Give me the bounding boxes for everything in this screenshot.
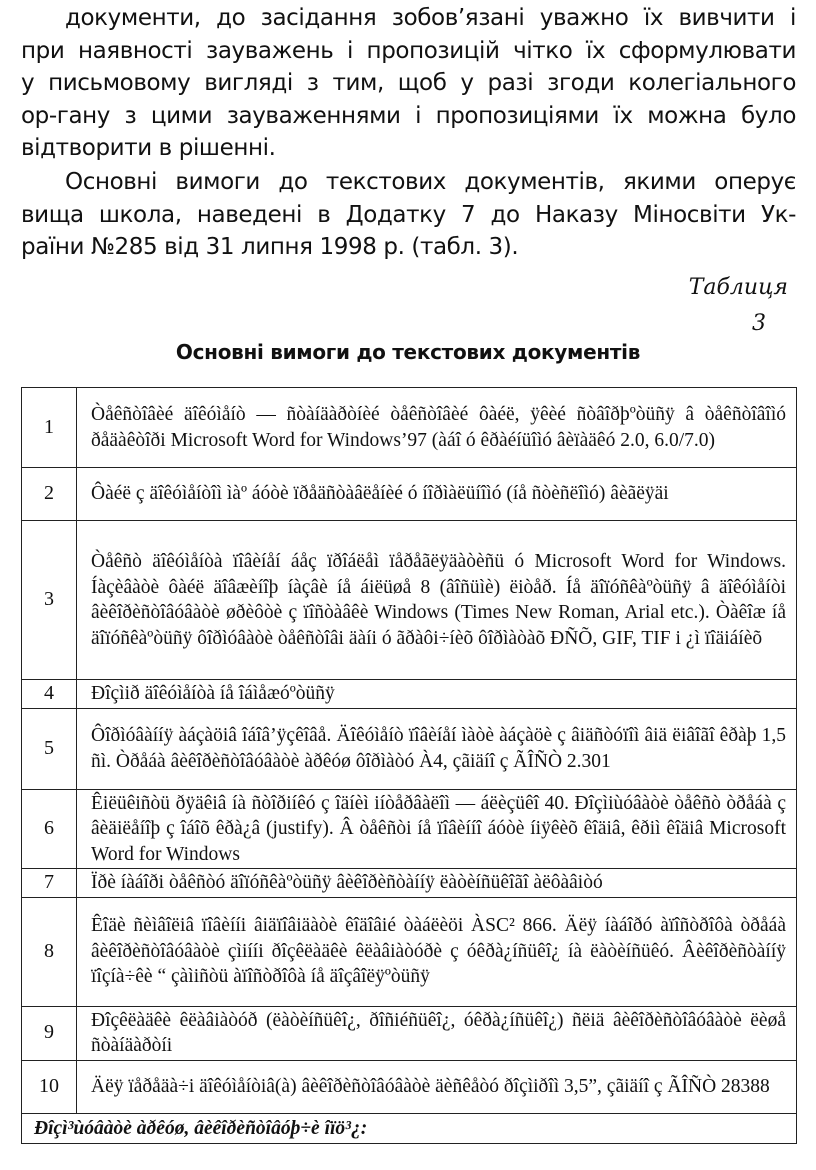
- row-text: Ôàéë ç äîêóìåíòîì ìàº áóòè ïðåäñòàâëåíèé ó íîðìàëüíîìó (íå ñòèñëîìó) âèãëÿäi: [77, 468, 797, 521]
- row-text: Äëÿ ïåðåäà÷i äîêóìåíòiâ(à) âèêîðèñòîâóâàòè äèñêåòó ðîçìiðîì 3,5”, çãiäíî ç ÃÎÑÒ 28388: [77, 1060, 797, 1113]
- paragraph-2: [21, 166, 796, 264]
- row-text: Ðîçêëàäêè êëàâiàòóð (ëàòèíñüêî¿, ðîñiéñüêî¿, óêðà¿íñüêî¿) ñëiä âèêîðèñòîâóâàòè ëèøå ñòàíäàðòíi: [77, 1006, 797, 1060]
- row-number: 9: [22, 1006, 77, 1060]
- table-row: [22, 1006, 797, 1060]
- text-line: у письмовому вигляді з тим, щоб у разі згоди колегіального: [21, 70, 796, 96]
- text-line: ор-гану з цими зауваженнями і пропозиціями їх можна було: [21, 102, 796, 129]
- row-number: 7: [22, 869, 77, 898]
- row-number: 1: [22, 388, 77, 468]
- table-caption-label: Таблиця: [688, 275, 788, 300]
- row-text: Òåêñò äîêóìåíòà ïîâèíåí áåç ïðîáëåì ïåðåãëÿäàòèñü ó Microsoft Word for Windows. Íàçèâàòè ôàéë äîâæèíîþ íàçâè íå áiëüøå 8 (âîñüìè) ëiòåð. Íå äîïóñêàºòüñÿ â äîêóìåíòi âèêîðèñòîâóâàòè øðèôòè ç ïîñòàâêè Windows (Times New Roman, Arial etc.). Òàêîæ íå äîïóñêàºòüñÿ ôîðìóâàòè òåêñòîâi äàíi ó ãðàôi÷íèõ ôîðìàòàõ ÐÑÕ, GIF, TIF i ¿ì ïîäiáíèõ: [77, 521, 797, 680]
- table-row: [22, 897, 797, 1006]
- paragraph-1: [21, 2, 796, 165]
- requirements-table: [21, 387, 797, 1144]
- row-text: Êîäè ñèìâîëiâ ïîâèííi âiäïîâiäàòè êîäîâié òàáëèöi ÀSC² 866. Äëÿ íàáîðó àïîñòðîôà òðåáà âèêîðèñòîâóâàòè çìiííi ðîçêëàäêè êëàâiàòóðè ç óêðà¿íñüêî¿ íà ëàòèíñüêó. Âèêîðèñòàííÿ ïîçíà÷êè “ çàìiñòü àïîñòðîôà íå äîçâîëÿºòüñÿ: [77, 897, 797, 1006]
- row-number: 10: [22, 1060, 77, 1113]
- row-number: 5: [22, 708, 77, 789]
- table-caption-number: 3: [752, 311, 766, 336]
- text-line: раїни №285 від 31 липня 1998 р. (табл. 3).: [21, 234, 519, 260]
- table-row: [22, 789, 797, 869]
- table-row: [22, 1060, 797, 1113]
- text-line: відтворити в рішенні.: [21, 135, 276, 161]
- table-row: [22, 680, 797, 709]
- table-row: [22, 869, 797, 898]
- row-number: 6: [22, 789, 77, 869]
- row-number: 2: [22, 468, 77, 521]
- row-text: Ôîðìóâàííÿ àáçàöiâ îáîâ’ÿçêîâå. Äîêóìåíò ïîâèíåí ìàòè àáçàöè ç âiäñòóïîì âiä ëiâîãî êðàþ 1,5 ñì. Òðåáà âèêîðèñòîâóâàòè àðêóø ôîðìàòó À4, çãiäíî ç ÃÎÑÒ 2.301: [77, 708, 797, 789]
- table-footer-row: [22, 1113, 797, 1144]
- table-row: [22, 388, 797, 468]
- table-title: Основні вимоги до текстових документів: [175, 340, 641, 364]
- table-row: [22, 708, 797, 789]
- row-text: Ðîçìið äîêóìåíòà íå îáìåæóºòüñÿ: [77, 680, 797, 709]
- row-text: Òåêñòîâèé äîêóìåíò — ñòàíäàðòíèé òåêñòîâèé ôàéë, ÿêèé ñòâîðþºòüñÿ â òåêñòîâîìó ðåäàêòîði Microsoft Word for Windows’97 (àáî ó êðàéíüîìó âèïàäêó 2.0, 6.0/7.0): [77, 388, 797, 468]
- text-line: документи, до засідання зобов’язані уважно їх вивчити і: [65, 5, 796, 31]
- text-line: вища школа, наведені в Додатку 7 до Наказу Міносвіти Ук-: [21, 201, 796, 228]
- row-number: 3: [22, 521, 77, 680]
- table-row: [22, 521, 797, 680]
- row-text: Êiëüêiñòü ðÿäêiâ íà ñòîðiíêó ç îäíèì iíòåðâàëîì — áëèçüêî 40. Ðîçìiùóâàòè òåêñò òðåáà ç âèäiëåíîþ ç îáîõ êðà¿â (justify). Â òåêñòi íå ïîâèííî áóòè íiÿêèõ êîäiâ, êðiì êîäiâ Microsoft Word for Windows: [77, 789, 797, 869]
- text-line: Основні вимоги до текстових документів, якими оперує: [65, 169, 796, 195]
- row-text: Ïðè íàáîði òåêñòó äîïóñêàºòüñÿ âèêîðèñòàííÿ ëàòèíñüêîãî àëôàâiòó: [77, 869, 797, 898]
- table-caption: [658, 270, 788, 342]
- text-line: при наявності зауважень і пропозицій чітко їх сформулювати: [21, 37, 796, 64]
- table-footer-text: Ðîçì³ùóâàòè àðêóø, âèêîðèñòîâóþ÷è îïö³¿:: [22, 1113, 797, 1144]
- table-row: [22, 468, 797, 521]
- row-number: 8: [22, 897, 77, 1006]
- row-number: 4: [22, 680, 77, 709]
